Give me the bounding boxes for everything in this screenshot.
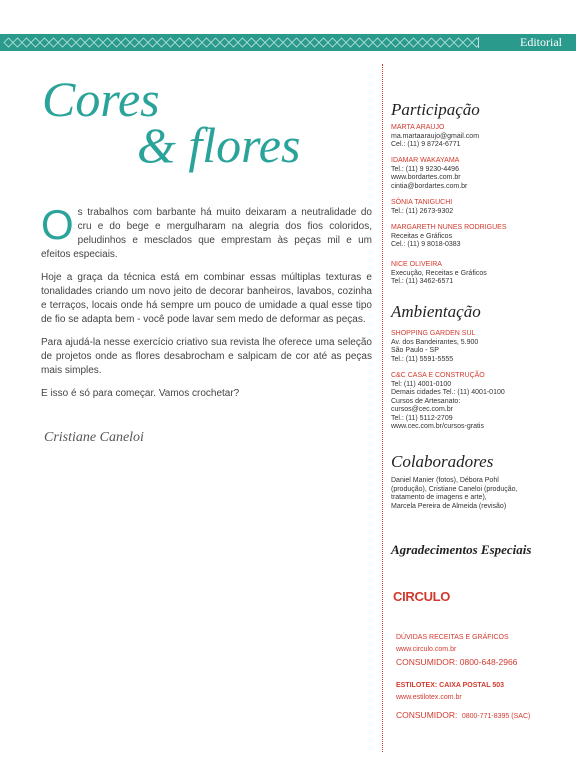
contact-name: NICE OLIVEIRA	[391, 261, 442, 268]
contact-line: Cel.: (11) 9 8018-0383	[391, 241, 461, 248]
diamond-ornament	[130, 38, 139, 47]
diamond-ornament	[346, 38, 355, 47]
diamond-ornament	[373, 38, 382, 47]
page-title-line1: Cores	[42, 71, 160, 127]
diamond-ornament	[319, 38, 328, 47]
diamond-ornament	[463, 38, 472, 47]
paragraph-2: Hoje a graça da técnica está em combinar essas múltiplas texturas e tonalidades criando um novo jeito de decorar banheiros, lavabos, cozinha e terraços, locais onde há sempre um pouco de umidade a qual esse tipo de fio se adapta bem - você pode lavar sem medo de deformar as peças.	[41, 272, 372, 325]
contact-name: SHOPPING GARDEN SUL	[391, 330, 476, 337]
diamond-ornament	[211, 38, 220, 47]
diamond-ornament	[229, 38, 238, 47]
diamond-ornament	[58, 38, 67, 47]
diamond-ornament	[247, 38, 256, 47]
drop-cap: O	[41, 201, 74, 248]
diamond-ornament	[31, 38, 40, 47]
contact-name: MARTA ARAUJO	[391, 124, 445, 131]
contact-name: MARGARETH NUNES RODRIGUES	[391, 224, 507, 231]
contact-idamar	[391, 157, 467, 191]
diamond-ornament	[400, 38, 409, 47]
diamond-ornament	[265, 38, 274, 47]
diamond-ornament	[184, 38, 193, 47]
contact-nice	[391, 261, 487, 287]
diamond-ornament	[157, 38, 166, 47]
diamond-ornament	[364, 38, 373, 47]
contact-line: tratamento de imagens e arte),	[391, 494, 487, 501]
diamond-ornament	[418, 38, 427, 47]
contact-name: IDAMAR WAKAYAMA	[391, 157, 460, 164]
circulo-consumidor: CONSUMIDOR: 0800-648-2966	[396, 657, 518, 667]
participacao-heading: Participação	[391, 100, 480, 119]
diamond-ornament	[283, 38, 292, 47]
diamond-ornament	[391, 38, 400, 47]
paragraph-3: Para ajudá-la nesse exercício criativo sua revista lhe oferece uma seleção de projetos onde as flores desabrocham e salpicam de cor até as peças mais simples.	[41, 337, 372, 376]
ambientacao-heading: Ambientação	[391, 302, 481, 321]
estilotex-consumidor	[396, 705, 530, 723]
contact-line: Cursos de Artesanato:	[391, 397, 461, 405]
signature: Cristiane Caneloi	[44, 430, 144, 445]
circulo-site: www.circulo.com.br	[396, 646, 457, 653]
contact-name: SÔNIA TANIGUCHI	[391, 199, 453, 206]
paragraph-4: E isso é só para começar. Vamos crochetar?	[41, 388, 240, 399]
contact-margareth	[391, 224, 507, 250]
paragraph-1	[41, 201, 372, 262]
contact-line: (produção), Cristiane Caneloi (produção,	[391, 485, 518, 493]
contact-line: Av. dos Bandeirantes, 5.900	[391, 338, 479, 346]
colaboradores-heading: Colaboradores	[391, 452, 494, 471]
diamond-ornament	[22, 38, 31, 47]
diamond-ornament	[85, 38, 94, 47]
circulo-logo: CIRCULO	[393, 589, 451, 604]
diamond-ornament	[238, 38, 247, 47]
diamond-ornament	[409, 38, 418, 47]
diamond-ornament	[94, 38, 103, 47]
diamond-ornament	[256, 38, 265, 47]
diamond-ornament	[112, 38, 121, 47]
duvidas-label: DÚVIDAS RECEITAS E GRÁFICOS	[396, 634, 509, 641]
diamond-ornament	[202, 38, 211, 47]
estilotex-site: www.estilotex.com.br	[396, 694, 462, 701]
estilotex-label: ESTILOTEX: CAIXA POSTAL 503	[396, 682, 505, 689]
contact-line: www.bordartes.com.br	[391, 174, 461, 181]
diamond-ornament	[13, 38, 22, 47]
diamond-ornament	[121, 38, 130, 47]
contact-line: Execução, Receitas e Gráficos	[391, 269, 487, 277]
diamond-ornament	[166, 38, 175, 47]
contact-line: São Paulo - SP	[391, 347, 439, 354]
contact-line: cursos@cec.com.br	[391, 406, 453, 413]
contact-line: www.cec.com.br/cursos-gratis	[391, 423, 484, 430]
contact-line: Tel.: (11) 9 9230-4496	[391, 165, 459, 173]
diamond-ornament	[274, 38, 283, 47]
diamond-ornament	[103, 38, 112, 47]
diamond-ornament	[292, 38, 301, 47]
diamond-ornament	[49, 38, 58, 47]
diamond-ornament	[454, 38, 463, 47]
colaboradores-text	[391, 477, 517, 511]
contact-line: Cel.: (11) 9 8724-6771	[391, 141, 461, 148]
estilotex-consumidor-number: 0800-771-8395 (SAC)	[461, 713, 531, 720]
diamond-ornament	[427, 38, 436, 47]
estilotex-consumidor-label: CONSUMIDOR:	[396, 710, 458, 720]
sidebar-divider	[382, 64, 383, 752]
contact-name: C&C CASA E CONSTRUÇÃO	[391, 372, 485, 379]
contact-line: Tel.: (11) 2673-9302	[391, 207, 454, 215]
diamond-ornament	[40, 38, 49, 47]
contact-marta	[391, 124, 479, 150]
section-label: Editorial	[520, 35, 562, 49]
contact-line: Tel.: (11) 5591-5555	[391, 355, 454, 363]
diamond-ornament	[175, 38, 184, 47]
diamond-ornament	[139, 38, 148, 47]
contact-cec	[391, 372, 505, 432]
paragraph-1-text: s trabalhos com barbante há muito deixaram a neutralidade do cru e do bege e mergulharam na alegria dos fios coloridos, peludinhos e mesclados que emprestam às peças mil e um efeitos especiais.	[41, 207, 372, 260]
banner-separator	[478, 37, 479, 48]
contact-line: Tel.: (11) 3462-6571	[391, 278, 454, 285]
contact-line: ma.martaaraujo@gmail.com	[391, 132, 480, 140]
diamond-ornament	[148, 38, 157, 47]
diamond-ornament	[4, 38, 13, 47]
contact-line: Tel.: (11) 5112-2709	[391, 414, 453, 422]
diamond-ornament	[193, 38, 202, 47]
contact-line: Tel: (11) 4001-0100	[391, 380, 452, 388]
diamond-ornament	[328, 38, 337, 47]
diamond-ornament	[310, 38, 319, 47]
diamond-ornament	[76, 38, 85, 47]
contact-line: Marcela Pereira de Almeida (revisão)	[391, 502, 507, 510]
diamond-ornament	[436, 38, 445, 47]
contact-line: Daniel Manier (fotos), Débora Pohl	[391, 477, 499, 484]
diamond-ornament	[220, 38, 229, 47]
diamond-ornament	[382, 38, 391, 47]
contact-line: Demais cidades Tel.: (11) 4001-0100	[391, 389, 505, 396]
contact-shopping	[391, 330, 478, 364]
page-title-line2: & flores	[137, 117, 301, 173]
diamond-ornament	[445, 38, 454, 47]
diamond-ornament	[337, 38, 346, 47]
banner-pattern	[0, 34, 478, 51]
contact-line: cintia@bordartes.com.br	[391, 182, 468, 190]
contact-sonia	[391, 199, 453, 216]
agradecimentos-heading: Agradecimentos Especiais	[391, 542, 532, 557]
diamond-ornament	[301, 38, 310, 47]
contact-line: Receitas e Gráficos	[391, 232, 453, 240]
header-banner	[0, 34, 576, 51]
diamond-ornament	[355, 38, 364, 47]
editorial-body	[41, 201, 372, 410]
diamond-ornament	[67, 38, 76, 47]
